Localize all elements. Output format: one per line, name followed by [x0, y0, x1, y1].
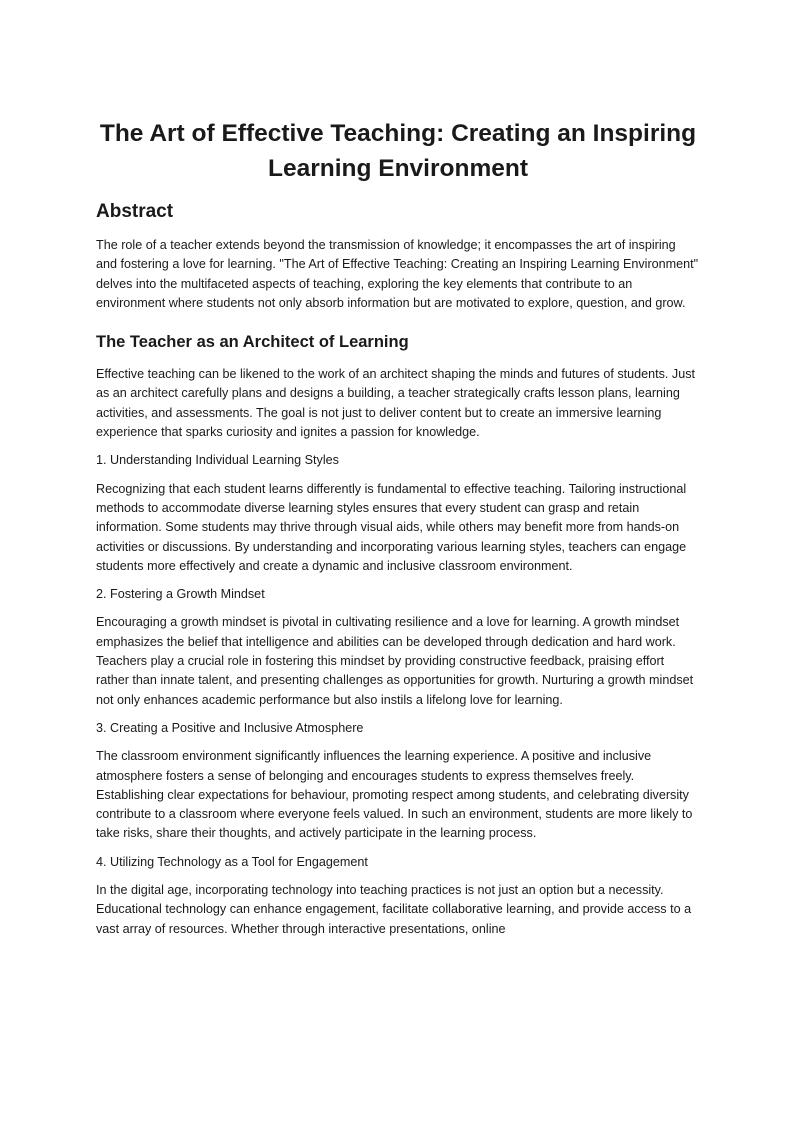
item-heading-4: 4. Utilizing Technology as a Tool for Engagement [96, 854, 368, 869]
item-body-2: Encouraging a growth mindset is pivotal in cultivating resilience and a love for learning. A growth mindset emphasizes the belief that intelligence and abilities can be developed through dedication and hard work. Teachers play a crucial role in fostering this mindset by providing constructive feedback, praising effort rather than innate talent, and presenting challenges as opportunities for growth. Nurturing a growth mindset not only enhances academic performance but also instils a lifelong love for learning. [96, 615, 694, 707]
section-intro-paragraph: Effective teaching can be likened to the work of an architect shaping the minds and futures of students. Just as an architect carefully plans and designs a building, a teacher strategically crafts lesson plans, learning activities, and assessments. The goal is not just to deliver content but to create an immersive learning experience that sparks curiosity and ignites a passion for knowledge. [96, 367, 696, 440]
document-page [96, 0, 700, 939]
item-heading-3: 3. Creating a Positive and Inclusive Atmosphere [96, 720, 364, 735]
abstract-paragraph: The role of a teacher extends beyond the transmission of knowledge; it encompasses the art of inspiring and fostering a love for learning. "The Art of Effective Teaching: Creating an Inspiring Learning Environment" delves into the multifaceted aspects of teaching, exploring the key elements that contribute to an environment where students not only absorb information but are motivated to explore, question, and grow. [96, 238, 699, 310]
item-body-3: The classroom environment significantly influences the learning experience. A positive and inclusive atmosphere fosters a sense of belonging and encourages students to express themselves freely. Establishing clear expectations for behaviour, promoting respect among students, and celebrating diversity contribute to a classroom where everyone feels valued. In such an environment, students are more likely to take risks, share their thoughts, and actively participate in the learning process. [96, 749, 693, 841]
item-heading-2: 2. Fostering a Growth Mindset [96, 587, 265, 602]
abstract-heading: Abstract [96, 201, 174, 222]
item-heading-1: 1. Understanding Individual Learning Styles [96, 453, 339, 468]
item-body-1: Recognizing that each student learns differently is fundamental to effective teaching. Tailoring instructional methods to accommodate diverse learning styles ensures that every student can grasp and retain information. Some students may thrive through visual aids, while others may benefit more from hands-on activities or discussions. By understanding and incorporating various learning styles, teachers can engage students more effectively and create a dynamic and inclusive classroom environment. [96, 481, 687, 573]
item-body-4: In the digital age, incorporating technology into teaching practices is not just an option but a necessity. Educational technology can enhance engagement, facilitate collaborative learning, and provide access to a vast array of resources. Whether through interactive presentations, online [96, 883, 692, 936]
section-heading: The Teacher as an Architect of Learning [96, 333, 409, 352]
document-title: The Art of Effective Teaching: Creating an Inspiring Learning Environment [99, 120, 697, 182]
